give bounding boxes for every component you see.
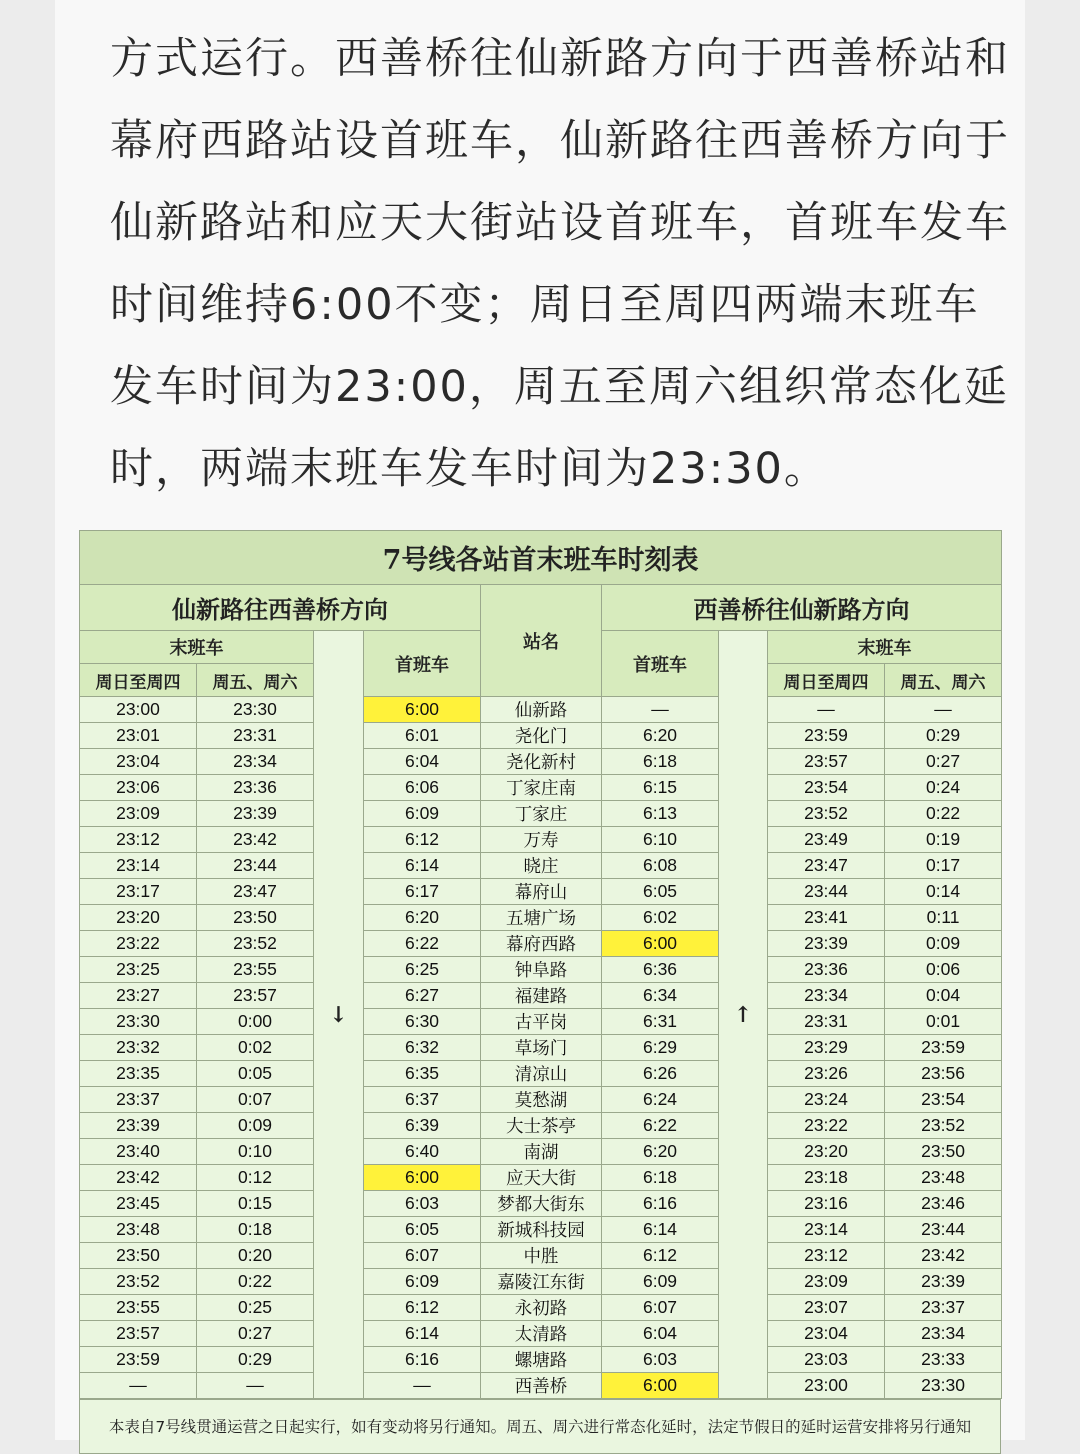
left-last-fri-sat-cell: 0:18: [197, 1217, 314, 1243]
timetable-row: [80, 1347, 1002, 1373]
left-first-train-cell: 6:30: [364, 1009, 481, 1035]
left-first-train-cell: 6:06: [364, 775, 481, 801]
right-last-sun-thu-cell: 23:59: [768, 723, 885, 749]
right-first-train-cell: 6:02: [602, 905, 719, 931]
left-last-fri-sat-cell: 0:15: [197, 1191, 314, 1217]
station-name-cell: 幕府西路: [481, 931, 602, 957]
timetable-row: [80, 1165, 1002, 1191]
left-last-sun-thu-cell: —: [80, 1373, 197, 1399]
right-last-sun-thu-cell: 23:00: [768, 1373, 885, 1399]
right-first-train-cell: 6:14: [602, 1217, 719, 1243]
station-name-cell: 应天大街: [481, 1165, 602, 1191]
left-last-sun-thu-cell: 23:04: [80, 749, 197, 775]
right-last-sun-thu-cell: 23:34: [768, 983, 885, 1009]
station-name-cell: 清凉山: [481, 1061, 602, 1087]
left-first-train-cell: 6:12: [364, 827, 481, 853]
right-last-sun-thu-cell: 23:24: [768, 1087, 885, 1113]
right-first-train-cell: 6:16: [602, 1191, 719, 1217]
station-name-cell: 尧化门: [481, 723, 602, 749]
right-last-fri-sat-cell: 23:50: [885, 1139, 1002, 1165]
timetable-row: [80, 1009, 1002, 1035]
right-last-fri-sat-cell: 0:11: [885, 905, 1002, 931]
right-first-train-cell: 6:34: [602, 983, 719, 1009]
left-last-fri-sat-cell: 23:57: [197, 983, 314, 1009]
station-name-cell: 五塘广场: [481, 905, 602, 931]
right-last-sun-thu-cell: —: [768, 697, 885, 723]
left-last-fri-sat-cell: 0:22: [197, 1269, 314, 1295]
left-last-sun-thu-cell: 23:59: [80, 1347, 197, 1373]
left-last-sun-thu-cell: 23:17: [80, 879, 197, 905]
right-last-sun-thu-cell: 23:14: [768, 1217, 885, 1243]
timetable-row: [80, 1191, 1002, 1217]
right-first-train-cell: 6:20: [602, 1139, 719, 1165]
left-last-fri-sat-cell: 23:39: [197, 801, 314, 827]
right-last-fri-sat-cell: 0:04: [885, 983, 1002, 1009]
right-first-train-cell: 6:18: [602, 749, 719, 775]
right-last-fri-sat-cell: 0:17: [885, 853, 1002, 879]
station-name-cell: 中胜: [481, 1243, 602, 1269]
timetable-footnote-table: [79, 1399, 1001, 1454]
timetable-row: [80, 1139, 1002, 1165]
station-name-cell: 太清路: [481, 1321, 602, 1347]
right-first-train-cell: 6:12: [602, 1243, 719, 1269]
station-name-cell: 草场门: [481, 1035, 602, 1061]
left-last-sun-thu-cell: 23:27: [80, 983, 197, 1009]
timetable-row: [80, 1373, 1002, 1399]
left-last-fri-sat-cell: 23:44: [197, 853, 314, 879]
timetable-row: [80, 1217, 1002, 1243]
left-last-fri-sat-cell: 23:52: [197, 931, 314, 957]
left-arrow-column: [314, 631, 364, 1399]
right-last-fri-sat-cell: 0:09: [885, 931, 1002, 957]
right-last-fri-sat-cell: 23:54: [885, 1087, 1002, 1113]
left-first-train-header: 首班车: [364, 631, 481, 697]
paragraph-line: 幕府西路站设首班车，仙新路往西善桥方向于: [110, 116, 1010, 166]
left-last-fri-sat-cell: 0:05: [197, 1061, 314, 1087]
right-last-fri-sat-cell: 0:14: [885, 879, 1002, 905]
left-first-train-cell: 6:16: [364, 1347, 481, 1373]
left-last-fri-sat-cell: 23:50: [197, 905, 314, 931]
right-last-fri-sat-cell: 0:01: [885, 1009, 1002, 1035]
station-name-cell: 螺塘路: [481, 1347, 602, 1373]
down-arrow-icon: ↓: [329, 1001, 348, 1028]
timetable-row: [80, 1295, 1002, 1321]
left-last-fri-sat-cell: 23:47: [197, 879, 314, 905]
left-direction-header: 仙新路往西善桥方向: [80, 585, 481, 631]
right-first-train-cell: 6:00: [602, 931, 719, 957]
right-first-train-cell: 6:13: [602, 801, 719, 827]
right-last-sun-thu-cell: 23:57: [768, 749, 885, 775]
timetable-row: [80, 1113, 1002, 1139]
station-name-cell: 丁家庄南: [481, 775, 602, 801]
right-first-train-cell: 6:18: [602, 1165, 719, 1191]
left-last-sun-thu-cell: 23:09: [80, 801, 197, 827]
left-last-sun-thu-cell: 23:22: [80, 931, 197, 957]
station-name-cell: 西善桥: [481, 1373, 602, 1399]
article-paragraph: [110, 18, 1010, 510]
timetable-row: [80, 1269, 1002, 1295]
paragraph-line: 发车时间为23:00，周五至周六组织常态化延: [110, 362, 1009, 412]
left-last-sun-thu-cell: 23:48: [80, 1217, 197, 1243]
timetable-title: 7号线各站首末班车时刻表: [80, 531, 1002, 585]
right-first-train-cell: 6:26: [602, 1061, 719, 1087]
right-first-train-cell: 6:31: [602, 1009, 719, 1035]
right-last-fri-sat-cell: 0:24: [885, 775, 1002, 801]
left-last-sun-thu-cell: 23:12: [80, 827, 197, 853]
right-last-fri-sat-cell: 23:33: [885, 1347, 1002, 1373]
right-last-fri-sat-cell: 23:48: [885, 1165, 1002, 1191]
left-first-train-cell: 6:39: [364, 1113, 481, 1139]
station-name-cell: 嘉陵江东街: [481, 1269, 602, 1295]
left-last-train-header: 末班车: [80, 631, 314, 664]
station-name-cell: 大士茶亭: [481, 1113, 602, 1139]
right-first-train-cell: 6:24: [602, 1087, 719, 1113]
left-last-sun-thu-cell: 23:01: [80, 723, 197, 749]
timetable-image: [79, 530, 1001, 1454]
left-first-train-cell: 6:12: [364, 1295, 481, 1321]
left-first-train-cell: 6:07: [364, 1243, 481, 1269]
right-first-train-cell: 6:00: [602, 1373, 719, 1399]
right-first-train-cell: 6:04: [602, 1321, 719, 1347]
left-first-train-cell: 6:14: [364, 1321, 481, 1347]
right-last-sun-thu-cell: 23:47: [768, 853, 885, 879]
left-fri-sat-header: 周五、周六: [197, 664, 314, 697]
left-last-sun-thu-cell: 23:06: [80, 775, 197, 801]
left-last-sun-thu-cell: 23:32: [80, 1035, 197, 1061]
left-first-train-cell: 6:05: [364, 1217, 481, 1243]
right-last-sun-thu-cell: 23:39: [768, 931, 885, 957]
timetable-row: [80, 983, 1002, 1009]
left-last-fri-sat-cell: —: [197, 1373, 314, 1399]
right-first-train-cell: 6:20: [602, 723, 719, 749]
left-last-sun-thu-cell: 23:37: [80, 1087, 197, 1113]
right-last-sun-thu-cell: 23:16: [768, 1191, 885, 1217]
station-name-cell: 钟阜路: [481, 957, 602, 983]
right-first-train-cell: 6:09: [602, 1269, 719, 1295]
station-name-cell: 晓庄: [481, 853, 602, 879]
left-first-train-cell: 6:27: [364, 983, 481, 1009]
timetable-footnote: 本表自7号线贯通运营之日起实行，如有变动将另行通知。周五、周六进行常态化延时，法定节假日的延时运营安排将另行通知: [80, 1400, 1001, 1454]
left-first-train-cell: 6:20: [364, 905, 481, 931]
right-last-train-header: 末班车: [768, 631, 1002, 664]
right-last-fri-sat-cell: —: [885, 697, 1002, 723]
right-direction-header: 西善桥往仙新路方向: [602, 585, 1002, 631]
timetable-row: [80, 853, 1002, 879]
left-last-fri-sat-cell: 0:12: [197, 1165, 314, 1191]
right-last-fri-sat-cell: 0:29: [885, 723, 1002, 749]
paragraph-line: 方式运行。西善桥往仙新路方向于西善桥站和: [110, 34, 1010, 84]
left-last-fri-sat-cell: 23:30: [197, 697, 314, 723]
right-last-sun-thu-cell: 23:09: [768, 1269, 885, 1295]
timetable-row: [80, 801, 1002, 827]
paragraph-line: 仙新路站和应天大街站设首班车，首班车发车: [110, 198, 1010, 248]
right-last-fri-sat-cell: 23:30: [885, 1373, 1002, 1399]
left-last-fri-sat-cell: 0:20: [197, 1243, 314, 1269]
right-last-sun-thu-cell: 23:07: [768, 1295, 885, 1321]
left-last-sun-thu-cell: 23:35: [80, 1061, 197, 1087]
left-first-train-cell: 6:09: [364, 801, 481, 827]
left-last-sun-thu-cell: 23:25: [80, 957, 197, 983]
right-first-train-header: 首班车: [602, 631, 719, 697]
left-last-sun-thu-cell: 23:57: [80, 1321, 197, 1347]
left-last-fri-sat-cell: 23:42: [197, 827, 314, 853]
left-last-fri-sat-cell: 0:25: [197, 1295, 314, 1321]
right-last-sun-thu-cell: 23:52: [768, 801, 885, 827]
left-last-sun-thu-cell: 23:39: [80, 1113, 197, 1139]
timetable-row: [80, 723, 1002, 749]
timetable-row: [80, 879, 1002, 905]
timetable-row: [80, 931, 1002, 957]
right-last-fri-sat-cell: 23:42: [885, 1243, 1002, 1269]
right-last-fri-sat-cell: 23:34: [885, 1321, 1002, 1347]
right-first-train-cell: 6:15: [602, 775, 719, 801]
left-last-fri-sat-cell: 23:34: [197, 749, 314, 775]
timetable-row: [80, 775, 1002, 801]
right-last-fri-sat-cell: 0:27: [885, 749, 1002, 775]
right-arrow-column: [719, 631, 768, 1399]
right-last-fri-sat-cell: 23:59: [885, 1035, 1002, 1061]
left-last-sun-thu-cell: 23:45: [80, 1191, 197, 1217]
left-last-sun-thu-cell: 23:40: [80, 1139, 197, 1165]
right-last-fri-sat-cell: 23:52: [885, 1113, 1002, 1139]
right-last-sun-thu-cell: 23:20: [768, 1139, 885, 1165]
station-name-cell: 幕府山: [481, 879, 602, 905]
left-last-sun-thu-cell: 23:50: [80, 1243, 197, 1269]
timetable-row: [80, 1321, 1002, 1347]
station-name-cell: 新城科技园: [481, 1217, 602, 1243]
left-last-sun-thu-cell: 23:14: [80, 853, 197, 879]
right-fri-sat-header: 周五、周六: [885, 664, 1002, 697]
left-last-fri-sat-cell: 0:29: [197, 1347, 314, 1373]
station-name-cell: 莫愁湖: [481, 1087, 602, 1113]
left-last-sun-thu-cell: 23:55: [80, 1295, 197, 1321]
left-last-fri-sat-cell: 0:02: [197, 1035, 314, 1061]
station-name-cell: 南湖: [481, 1139, 602, 1165]
right-last-fri-sat-cell: 23:37: [885, 1295, 1002, 1321]
station-name-cell: 福建路: [481, 983, 602, 1009]
right-last-fri-sat-cell: 0:06: [885, 957, 1002, 983]
left-first-train-cell: 6:09: [364, 1269, 481, 1295]
right-first-train-cell: 6:08: [602, 853, 719, 879]
left-last-sun-thu-cell: 23:52: [80, 1269, 197, 1295]
right-last-sun-thu-cell: 23:04: [768, 1321, 885, 1347]
left-first-train-cell: 6:03: [364, 1191, 481, 1217]
station-name-cell: 尧化新村: [481, 749, 602, 775]
left-last-fri-sat-cell: 0:09: [197, 1113, 314, 1139]
right-first-train-cell: —: [602, 697, 719, 723]
station-name-cell: 万寿: [481, 827, 602, 853]
right-first-train-cell: 6:10: [602, 827, 719, 853]
right-last-sun-thu-cell: 23:31: [768, 1009, 885, 1035]
right-last-sun-thu-cell: 23:03: [768, 1347, 885, 1373]
left-last-sun-thu-cell: 23:30: [80, 1009, 197, 1035]
station-name-cell: 永初路: [481, 1295, 602, 1321]
timetable-row: [80, 1243, 1002, 1269]
station-name-cell: 丁家庄: [481, 801, 602, 827]
right-first-train-cell: 6:05: [602, 879, 719, 905]
right-last-fri-sat-cell: 0:22: [885, 801, 1002, 827]
left-first-train-cell: 6:00: [364, 1165, 481, 1191]
left-first-train-cell: 6:22: [364, 931, 481, 957]
timetable-row: [80, 1035, 1002, 1061]
left-first-train-cell: 6:04: [364, 749, 481, 775]
right-last-fri-sat-cell: 23:46: [885, 1191, 1002, 1217]
right-sun-thu-header: 周日至周四: [768, 664, 885, 697]
timetable-row: [80, 905, 1002, 931]
right-last-sun-thu-cell: 23:22: [768, 1113, 885, 1139]
right-last-sun-thu-cell: 23:18: [768, 1165, 885, 1191]
left-first-train-cell: 6:01: [364, 723, 481, 749]
right-first-train-cell: 6:03: [602, 1347, 719, 1373]
left-last-fri-sat-cell: 0:27: [197, 1321, 314, 1347]
right-last-fri-sat-cell: 23:39: [885, 1269, 1002, 1295]
left-first-train-cell: 6:40: [364, 1139, 481, 1165]
left-first-train-cell: —: [364, 1373, 481, 1399]
right-first-train-cell: 6:36: [602, 957, 719, 983]
timetable-row: [80, 749, 1002, 775]
right-last-fri-sat-cell: 0:19: [885, 827, 1002, 853]
station-name-header: 站名: [481, 585, 602, 697]
left-sun-thu-header: 周日至周四: [80, 664, 197, 697]
left-first-train-cell: 6:00: [364, 697, 481, 723]
station-name-cell: 梦都大街东: [481, 1191, 602, 1217]
timetable-row: [80, 957, 1002, 983]
right-last-sun-thu-cell: 23:44: [768, 879, 885, 905]
right-last-sun-thu-cell: 23:54: [768, 775, 885, 801]
station-name-cell: 古平岗: [481, 1009, 602, 1035]
right-last-sun-thu-cell: 23:49: [768, 827, 885, 853]
left-last-fri-sat-cell: 23:31: [197, 723, 314, 749]
left-first-train-cell: 6:14: [364, 853, 481, 879]
right-last-fri-sat-cell: 23:44: [885, 1217, 1002, 1243]
left-first-train-cell: 6:25: [364, 957, 481, 983]
left-last-sun-thu-cell: 23:42: [80, 1165, 197, 1191]
right-last-sun-thu-cell: 23:36: [768, 957, 885, 983]
right-last-sun-thu-cell: 23:29: [768, 1035, 885, 1061]
timetable-row: [80, 697, 1002, 723]
left-last-fri-sat-cell: 0:07: [197, 1087, 314, 1113]
right-last-sun-thu-cell: 23:41: [768, 905, 885, 931]
left-first-train-cell: 6:32: [364, 1035, 481, 1061]
right-last-sun-thu-cell: 23:12: [768, 1243, 885, 1269]
timetable-row: [80, 827, 1002, 853]
left-first-train-cell: 6:17: [364, 879, 481, 905]
left-last-fri-sat-cell: 0:00: [197, 1009, 314, 1035]
left-last-sun-thu-cell: 23:00: [80, 697, 197, 723]
left-last-sun-thu-cell: 23:20: [80, 905, 197, 931]
up-arrow-icon: ↑: [733, 1001, 753, 1028]
right-first-train-cell: 6:07: [602, 1295, 719, 1321]
paragraph-line: 时间维持6:00不变；周日至周四两端末班车: [110, 280, 980, 330]
left-last-fri-sat-cell: 23:55: [197, 957, 314, 983]
right-first-train-cell: 6:29: [602, 1035, 719, 1061]
timetable-row: [80, 1087, 1002, 1113]
timetable-row: [80, 1061, 1002, 1087]
right-last-fri-sat-cell: 23:56: [885, 1061, 1002, 1087]
left-last-fri-sat-cell: 0:10: [197, 1139, 314, 1165]
paragraph-line: 时，两端末班车发车时间为23:30。: [110, 444, 829, 494]
left-last-fri-sat-cell: 23:36: [197, 775, 314, 801]
station-name-cell: 仙新路: [481, 697, 602, 723]
right-first-train-cell: 6:22: [602, 1113, 719, 1139]
left-first-train-cell: 6:35: [364, 1061, 481, 1087]
timetable: [79, 530, 1002, 1399]
right-last-sun-thu-cell: 23:26: [768, 1061, 885, 1087]
left-first-train-cell: 6:37: [364, 1087, 481, 1113]
